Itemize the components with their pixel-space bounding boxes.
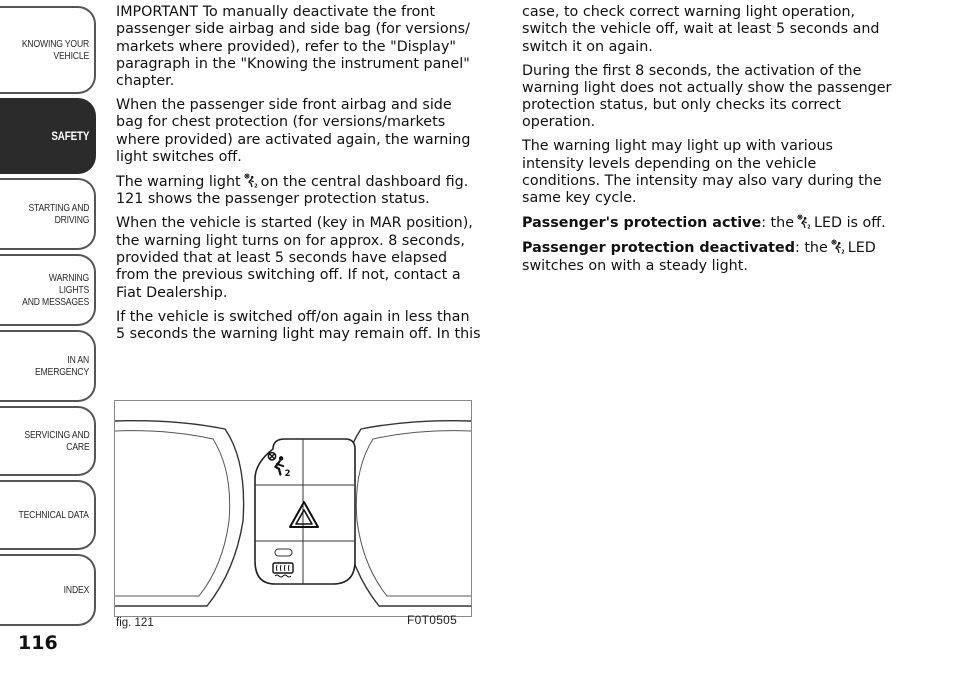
text-span: on the central dashboard fig. 121 shows the passenger protection status. [116, 174, 469, 208]
tab-label: SERVICING AND CARE [23, 429, 90, 453]
page-number: 116 [18, 632, 58, 654]
tab-safety[interactable] [0, 98, 96, 174]
dashboard-figure [114, 400, 472, 617]
text-span: : the [794, 240, 828, 257]
tab-starting-and-driving[interactable] [0, 178, 96, 250]
tab-index[interactable] [0, 554, 96, 626]
tab-label: KNOWING YOUR VEHICLE [21, 38, 90, 62]
paragraph-intensity: The warning light may light up with various intensity levels depending on the vehicle conditions. The intensity may also vary during the same key cycle. [522, 138, 882, 207]
figure-caption: fig. 121 [116, 617, 154, 629]
paragraph-warning-light [116, 173, 482, 209]
paragraph-protection-active [522, 214, 892, 232]
chapter-tabs [0, 0, 100, 640]
led-indicator-icon [274, 548, 294, 558]
left-text-column [116, 4, 482, 350]
protection-active-label: Passenger's protection active [522, 215, 762, 232]
text-span: LED is off. [814, 215, 886, 232]
right-text-column [522, 4, 892, 282]
text-span: LED switches on with a steady light. [522, 240, 876, 274]
tab-label: TECHNICAL DATA [18, 509, 90, 521]
tab-label: SAFETY [51, 129, 90, 143]
paragraph-protection-deactivated [522, 239, 892, 275]
passenger-airbag-off-icon [830, 239, 846, 254]
rear-defroster-icon [271, 561, 295, 579]
tab-in-an-emergency[interactable] [0, 330, 96, 402]
text-span: : the [761, 215, 795, 232]
passenger-airbag-off-icon [243, 173, 259, 188]
figure-code: F0T0505 [407, 613, 458, 627]
tab-servicing-and-care[interactable] [0, 406, 96, 476]
tab-warning-lights-and-messages[interactable] [0, 254, 96, 326]
tab-label: IN AN EMERGENCY [35, 354, 90, 378]
paragraph-important: IMPORTANT To manually deactivate the front passenger side airbag and side bag (for versions/ markets where provided), refer to the "Display" paragraph in the "Knowing the instrument panel" chapter. [116, 4, 470, 90]
paragraph-switch-off-on: If the vehicle is switched off/on again in less than 5 seconds the warning light may remain off. In this [116, 308, 481, 342]
tab-label: WARNING LIGHTS AND MESSAGES [22, 272, 90, 308]
text-span: The warning light [116, 174, 241, 191]
paragraph-startup: When the vehicle is started (key in MAR position), the warning light turns on for approx. 8 seconds, provided that at least 5 seconds have elapsed from the previous switching off. If not, contact a Fiat Dealership. [116, 215, 473, 301]
tab-technical-data[interactable] [0, 480, 96, 550]
paragraph-first-8-seconds: During the first 8 seconds, the activation of the warning light does not actually show the passenger protection status, but only checks its correct operation. [522, 62, 892, 131]
tab-label: STARTING AND DRIVING [28, 202, 90, 226]
protection-deactivated-label: Passenger protection deactivated [522, 240, 795, 257]
tab-knowing-your-vehicle[interactable] [0, 6, 96, 94]
paragraph-reactivation: When the passenger side front airbag and side bag for chest protection (for versions/markets where provided) are activated again, the warning light switches off. [116, 97, 471, 166]
passenger-airbag-off-icon [265, 451, 293, 477]
paragraph-check-operation: case, to check correct warning light operation, switch the vehicle off, wait at least 5 seconds and switch it on again. [522, 4, 880, 55]
tab-label: INDEX [63, 584, 90, 596]
passenger-airbag-off-icon [796, 214, 812, 229]
hazard-warning-icon [287, 499, 321, 531]
